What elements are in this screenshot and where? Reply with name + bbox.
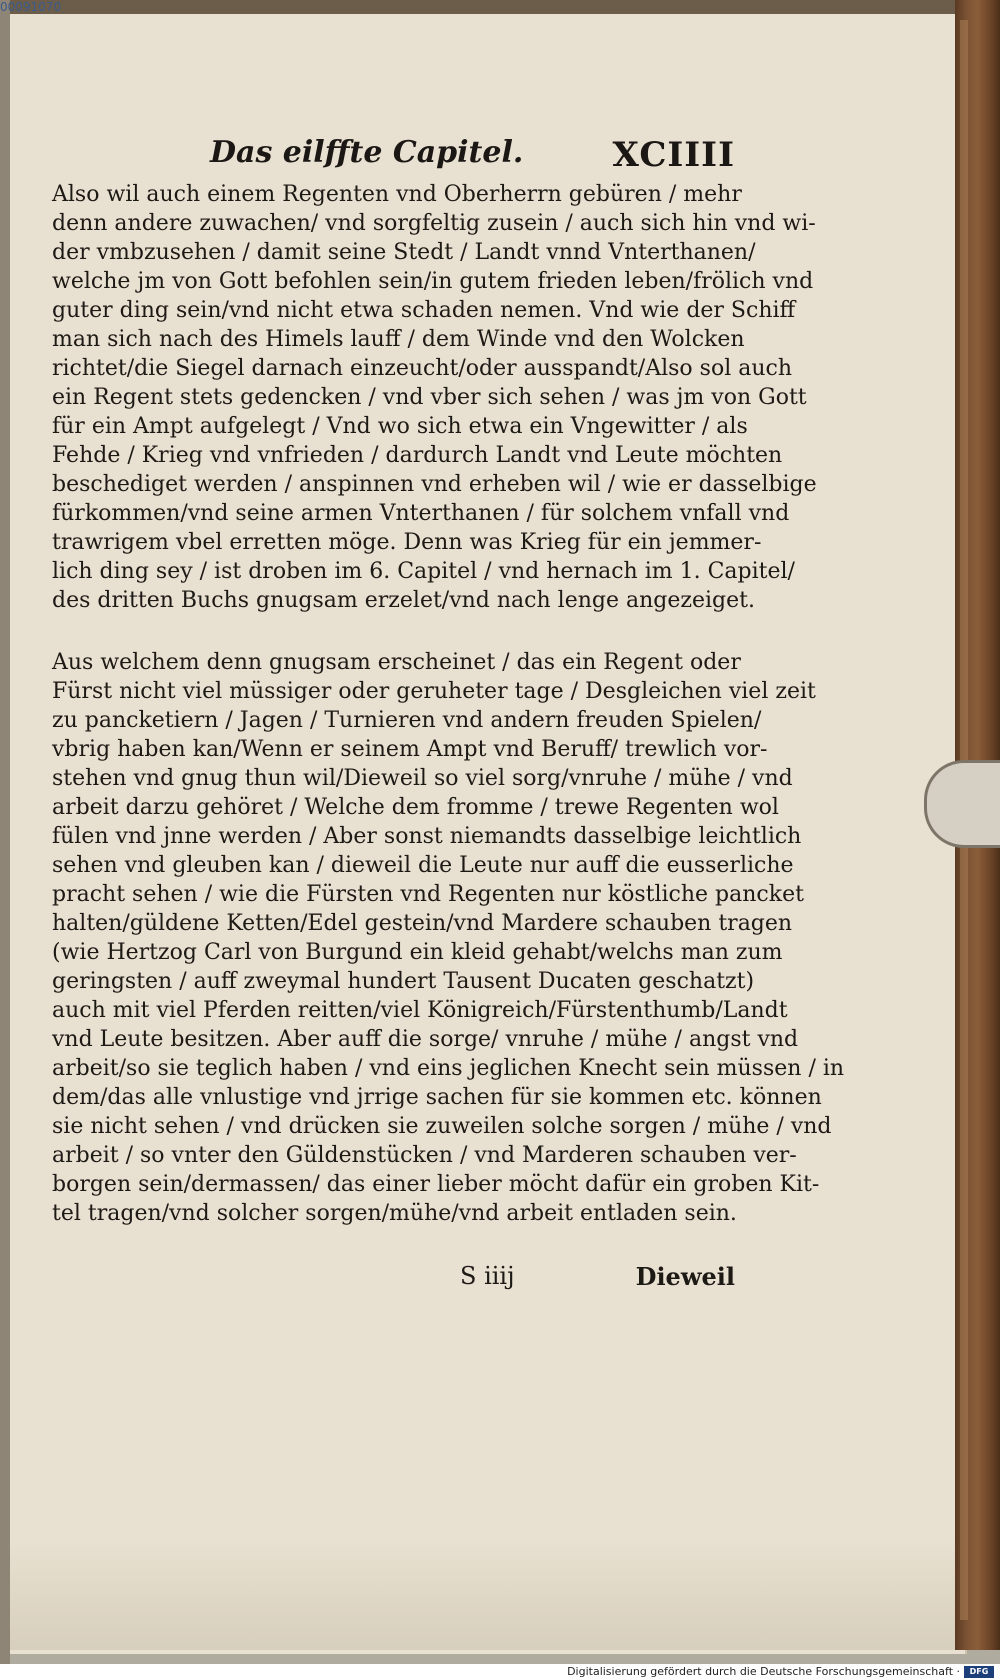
text-line: fürkommen/vnd seine armen Vnterthanen / für solchem vnfall vnd [52,501,790,526]
text-line: arbeit/so sie teglich haben / vnd eins jeglichen Knecht sein müssen / in [52,1056,845,1081]
text-line: borgen sein/dermassen/ das einer lieber möcht dafür ein groben Kit- [52,1172,820,1197]
page-footer [460,1262,735,1302]
text-line: trawrigem vbel erretten möge. Denn was Krieg für ein jemmer- [52,530,762,555]
page-header [210,135,735,185]
scan-frame-top [0,0,1000,14]
text-line: welche jm von Gott befohlen sein/in gutem frieden leben/frölich vnd [52,269,814,294]
text-line: Also wil auch einem Regenten vnd Oberherrn gebüren / mehr [52,182,742,207]
paragraph-1 [52,180,817,615]
text-line: pracht sehen / wie die Fürsten vnd Regenten nur köstliche pancket [52,882,804,907]
text-line: vnd Leute besitzen. Aber auff die sorge/ vnruhe / mühe / angst vnd [52,1027,799,1052]
text-line: vbrig haben kan/Wenn er seinem Ampt vnd Beruff/ trewlich vor- [52,737,768,762]
folio-number: XCIIII [612,135,735,175]
credit-bar [0,1664,1000,1680]
page-clip [924,760,1000,848]
text-line: sehen vnd gleuben kan / dieweil die Leute nur auff die eusserliche [52,853,794,878]
text-line: tel tragen/vnd solcher sorgen/mühe/vnd arbeit entladen sein. [52,1201,737,1226]
text-line: halten/güldene Ketten/Edel gestein/vnd Mardere schauben tragen [52,911,793,936]
text-line: Fürst nicht viel müssiger oder geruheter tage / Desgleichen viel zeit [52,679,816,704]
page-shadow [10,1540,965,1650]
credit-text: Digitalisierung gefördert durch die Deutsche Forschungsgemeinschaft · [567,1665,960,1678]
text-line: arbeit darzu gehöret / Welche dem fromme / trewe Regenten wol [52,795,779,820]
text-line: dem/das alle vnlustige vnd jrrige sachen für sie kommen etc. können [52,1085,822,1110]
running-title: Das eilffte Capitel. [210,135,524,170]
text-line: richtet/die Siegel darnach einzeucht/oder ausspandt/Also sol auch [52,356,792,381]
text-line: beschediget werden / anspinnen vnd erheben wil / wie er dasselbige [52,472,817,497]
text-line: für ein Ampt aufgelegt / Vnd wo sich etwa ein Vngewitter / als [52,414,748,439]
signature-mark: S iiij [460,1262,515,1290]
text-line: arbeit / so vnter den Güldenstücken / vnd Marderen schauben ver- [52,1143,797,1168]
dfg-logo: DFG [964,1666,994,1678]
text-line: stehen vnd gnug thun wil/Dieweil so viel sorg/vnruhe / mühe / vnd [52,766,793,791]
scan-id-stamp: 00091070 [0,0,62,14]
text-line: (wie Hertzog Carl von Burgund ein kleid gehabt/welchs man zum [52,940,783,965]
text-line: Aus welchem denn gnugsam erscheinet / das ein Regent oder [52,650,741,675]
text-line: guter ding sein/vnd nicht etwa schaden nemen. Vnd wie der Schiff [52,298,796,323]
text-line: zu pancketiern / Jagen / Turnieren vnd andern freuden Spielen/ [52,708,762,733]
text-line: geringsten / auff zweymal hundert Tausent Ducaten geschatzt) [52,969,755,994]
text-line: lich ding sey / ist droben im 6. Capitel / vnd hernach im 1. Capitel/ [52,559,795,584]
text-line: der vmbzusehen / damit seine Stedt / Landt vnnd Vnterthanen/ [52,240,756,265]
text-line: sie nicht sehen / vnd drücken sie zuweilen solche sorgen / mühe / vnd [52,1114,832,1139]
text-line: des dritten Buchs gnugsam erzelet/vnd nach lenge angezeiget. [52,588,755,613]
scan-frame-left [0,0,10,1668]
paragraph-2 [52,648,845,1228]
text-line: man sich nach des Himels lauff / dem Winde vnd den Wolcken [52,327,745,352]
text-line: denn andere zuwachen/ vnd sorgfeltig zusein / auch sich hin vnd wi- [52,211,816,236]
text-line: auch mit viel Pferden reitten/viel Königreich/Fürstenthumb/Landt [52,998,788,1023]
text-line: ein Regent stets gedencken / vnd vber sich sehen / was jm von Gott [52,385,807,410]
text-line: Fehde / Krieg vnd vnfrieden / dardurch Landt vnd Leute möchten [52,443,783,468]
catchword: Dieweil [635,1262,735,1291]
text-line: fülen vnd jnne werden / Aber sonst niemandts dasselbige leichtlich [52,824,802,849]
